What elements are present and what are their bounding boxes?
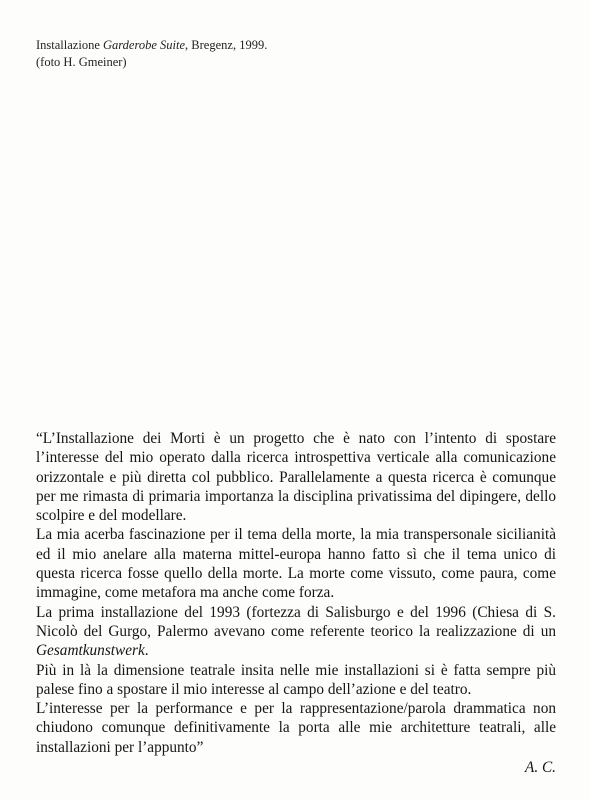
caption-prefix: Installazione — [36, 38, 103, 52]
paragraph-3-end: . — [144, 642, 149, 660]
paragraph-4: Più in là la dimensione teatrale insita nelle mie installazioni si è fatta sempre più palese fino a spostare il mio interesse al campo dell’azione e del teatro. — [36, 661, 556, 698]
paragraph-3 — [36, 603, 556, 661]
caption-work-title: Garderobe Suite — [103, 38, 186, 52]
signature-initials: A. C. — [524, 759, 556, 777]
paragraph-2: La mia acerba fascinazione per il tema della morte, la mia transpersonale sicilianità ed il mio anelare alla materna mittel-europa hanno fatto sì che il tema unico di questa ricerca fosse quello della morte. La morte come vissuto, come paura, come immagine, come metafora ma anche come forza. — [36, 526, 556, 602]
photo-caption — [36, 37, 267, 71]
artist-statement — [36, 429, 556, 777]
caption-photo-credit: (foto H. Gmeiner) — [36, 55, 127, 69]
paragraph-3-text: La prima installazione del 1993 (fortezza di Salisburgo e del 1996 (Chiesa di S. Nicolò del Gurgo, Palermo avevano come referente teorico la realizzazione di un — [36, 603, 556, 640]
caption-suffix: , Bregenz, 1999. — [185, 38, 268, 52]
caption-line-1 — [36, 37, 267, 54]
paragraph-5: L’interesse per la performance e per la rappresentazione/parola drammatica non chiudono comunque definitivamente la porta alle mie architetture teatrali, alle installazioni per l’appunto” — [36, 700, 556, 756]
paragraph-3-italic-term: Gesamtkunstwerk — [36, 642, 145, 660]
paragraph-1: “L’Installazione dei Morti è un progetto che è nato con l’intento di spostare l’interesse del mio operato dalla ricerca introspettiva verticale alla comunicazione orizzontale e più diretta col pubblico. Parallelamente a questa ricerca è comunque per me rimasta di primaria importanza la disciplina privatissima del dipingere, dello scolpire e del modellare. — [36, 430, 556, 525]
